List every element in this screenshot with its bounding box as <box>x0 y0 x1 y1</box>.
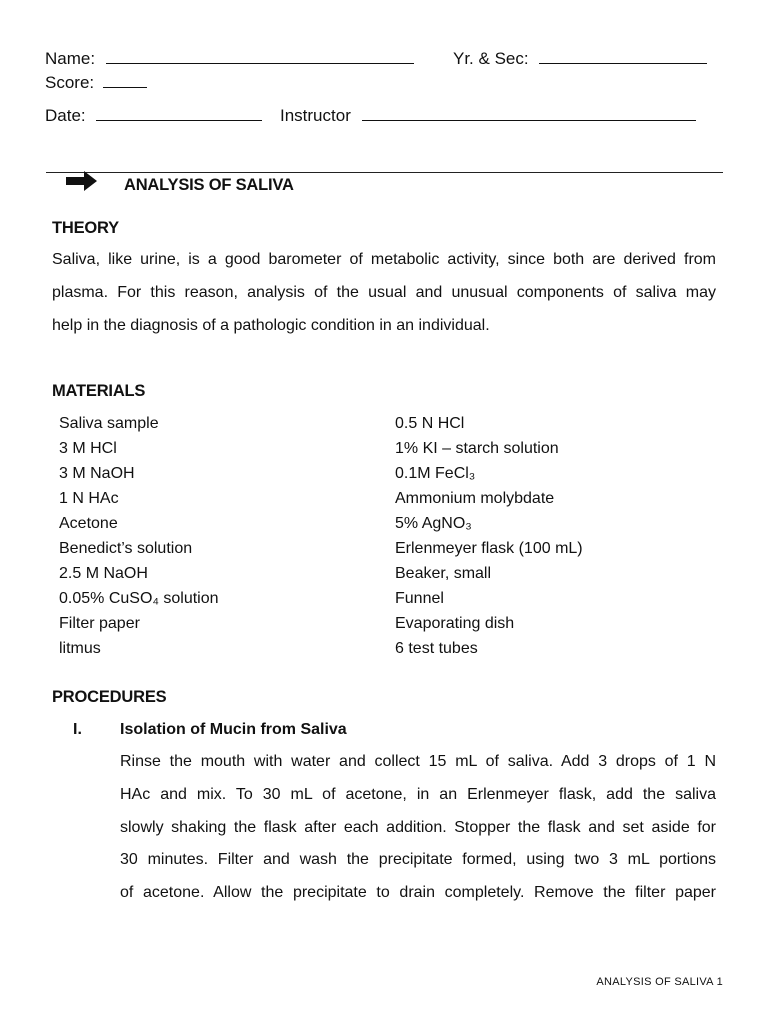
material-item: Evaporating dish <box>395 615 515 632</box>
theory-line: help in the diagnosis of a pathologic condition in an individual. <box>52 317 490 334</box>
instructor-field <box>280 106 696 126</box>
materials-list-left <box>59 411 219 661</box>
theory-paragraph <box>52 243 716 342</box>
instructor-label: Instructor <box>280 106 351 125</box>
date-field <box>45 106 262 126</box>
material-item: Erlenmeyer flask (100 mL) <box>395 540 583 557</box>
procedure-line: 30 minutes. Filter and wash the precipitate formed, using two 3 mL portions <box>120 851 716 869</box>
material-item: Acetone <box>59 515 118 532</box>
material-item: 3 M HCl <box>59 440 117 457</box>
material-item: Filter paper <box>59 615 140 632</box>
date-label: Date: <box>45 106 86 125</box>
name-blank <box>106 49 414 64</box>
material-item: Saliva sample <box>59 415 159 432</box>
material-item: 0.1M FeCl₃ <box>395 465 476 482</box>
page-title: ANALYSIS OF SALIVA <box>124 176 294 194</box>
procedure-line: slowly shaking the flask after each addition. Stopper the flask and set aside for <box>120 818 716 836</box>
material-item: 1 N HAc <box>59 490 119 507</box>
right-arrow-icon <box>66 170 98 192</box>
procedures-heading: PROCEDURES <box>52 688 167 706</box>
material-item: Funnel <box>395 590 444 607</box>
procedure-line: HAc and mix. To 30 mL of acetone, in an Erlenmeyer flask, add the saliva <box>120 785 716 803</box>
procedure-number: I. <box>73 721 82 738</box>
yr-sec-field <box>453 49 707 69</box>
page-footer: ANALYSIS OF SALIVA 1 <box>596 976 723 988</box>
instructor-blank <box>362 106 696 121</box>
name-field <box>45 49 414 69</box>
score-label: Score: <box>45 73 95 92</box>
yr-sec-label: Yr. & Sec: <box>453 49 529 68</box>
material-item: 6 test tubes <box>395 640 478 657</box>
title-divider <box>46 172 723 173</box>
material-item: 1% KI – starch solution <box>395 440 559 457</box>
material-item: Benedict’s solution <box>59 540 193 557</box>
procedure-text <box>120 746 716 910</box>
materials-list-right <box>395 411 583 661</box>
procedure-line: of acetone. Allow the precipitate to drain completely. Remove the filter paper <box>120 884 716 902</box>
name-label: Name: <box>45 49 96 68</box>
theory-line: Saliva, like urine, is a good barometer of metabolic activity, since both are derived from <box>52 251 716 268</box>
material-item: 3 M NaOH <box>59 465 135 482</box>
yr-sec-blank <box>539 49 707 64</box>
material-item: 5% AgNO₃ <box>395 515 472 532</box>
material-item: 0.5 N HCl <box>395 415 465 432</box>
material-item: Beaker, small <box>395 565 492 582</box>
material-item: Ammonium molybdate <box>395 490 555 507</box>
theory-line: plasma. For this reason, analysis of the usual and unusual components of saliva may <box>52 284 716 301</box>
procedure-title: Isolation of Mucin from Saliva <box>120 721 347 738</box>
score-blank <box>103 73 147 88</box>
score-field <box>45 73 147 93</box>
material-item: 0.05% CuSO₄ solution <box>59 590 219 607</box>
materials-heading: MATERIALS <box>52 382 146 400</box>
theory-heading: THEORY <box>52 219 119 237</box>
material-item: 2.5 M NaOH <box>59 565 148 582</box>
material-item: litmus <box>59 640 101 657</box>
date-blank <box>96 106 262 121</box>
procedure-line: Rinse the mouth with water and collect 15 mL of saliva. Add 3 drops of 1 N <box>120 753 716 770</box>
